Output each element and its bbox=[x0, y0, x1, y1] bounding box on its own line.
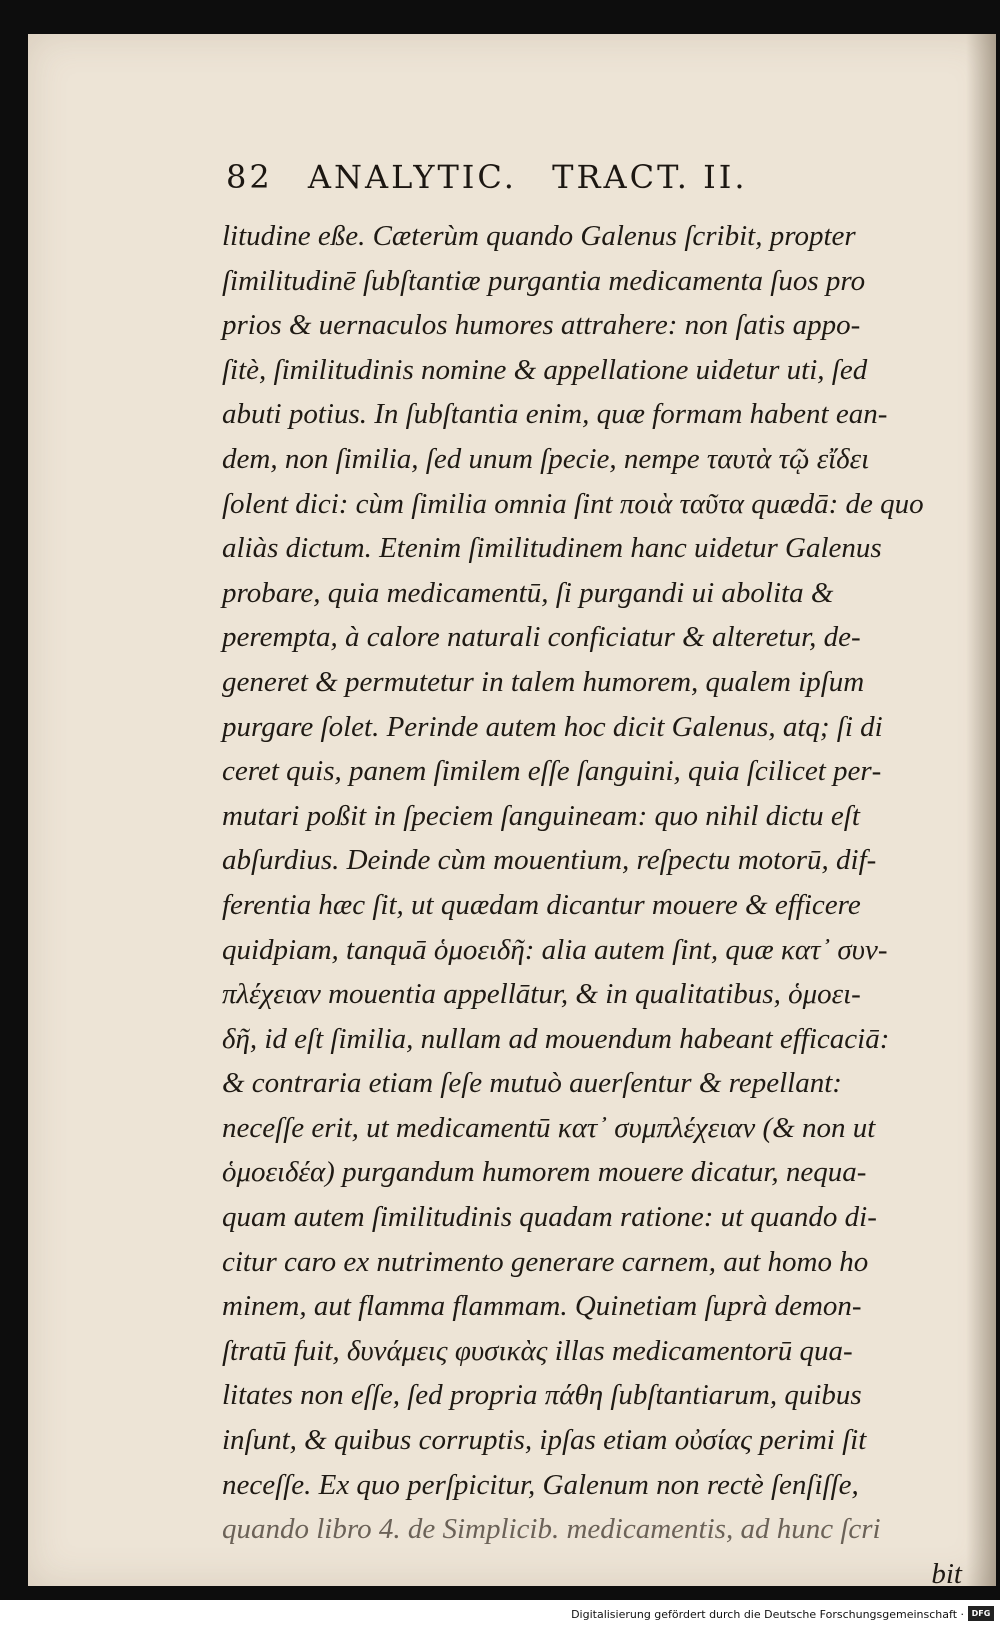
text-line: ſolent dici: cùm ſimilia omnia ſint ποιὰ ταῦτα quædā: de quo bbox=[222, 487, 924, 520]
text-line: perempta, à calore naturali conficiatur & alteretur, de‐ bbox=[222, 621, 861, 654]
text-line: δῆ, id eſt ſimilia, nullam ad mouendum habeant efficaciā: bbox=[222, 1022, 890, 1055]
text-line: ſtratū fuit, δυνάμεις φυσικὰς illas medicamentorū qua‐ bbox=[222, 1334, 853, 1367]
funding-credit: Digitalisierung gefördert durch die Deutsche Forschungsgemeinschaft · bbox=[571, 1608, 964, 1621]
text-line: neceſſe erit, ut medicamentū κατ᾽ συμπλέχειαν (& non ut bbox=[222, 1111, 876, 1144]
page-body bbox=[222, 214, 962, 1596]
text-line: dem, non ſimilia, ſed unum ſpecie, nempe ταυτὰ τῷ εἴδει bbox=[222, 442, 870, 475]
text-line: purgare ſolet. Perinde autem hoc dicit Galenus, atq; ſi di bbox=[222, 710, 883, 743]
text-line: litates non eſſe, ſed propria πάθη ſubſtantiarum, quibus bbox=[222, 1379, 862, 1412]
text-line: ſimilitudinē ſubſtantiæ purgantia medicamenta ſuos pro bbox=[222, 264, 866, 297]
text-line: litudine eße. Cæterùm quando Galenus ſcribit, propter bbox=[222, 220, 856, 252]
text-line: quando libro 4. de Simplicib. medicamentis, ad hunc ſcri bbox=[222, 1513, 881, 1546]
text-line: quidpiam, tanquā ὁμοειδῆ: alia autem ſint, quæ κατ᾽ συν‐ bbox=[222, 933, 888, 966]
section-label: TRACT. II. bbox=[552, 158, 748, 196]
running-header bbox=[226, 158, 946, 208]
running-title: ANALYTIC. bbox=[307, 158, 517, 196]
text-line: ſitè, ſimilitudinis nomine & appellatione uidetur uti, ſed bbox=[222, 353, 868, 386]
text-line: prios & uernaculos humores attrahere: non ſatis appo‐ bbox=[222, 309, 861, 342]
text-line: probare, quia medicamentū, ſi purgandi ui abolita & bbox=[222, 576, 834, 609]
page-edge-shadow bbox=[966, 34, 996, 1586]
catchword: bit bbox=[931, 1557, 962, 1590]
book-page bbox=[28, 34, 996, 1590]
text-line: ceret quis, panem ſimilem eſſe ſanguini, quia ſcilicet per‐ bbox=[222, 755, 882, 788]
text-line: ferentia hæc ſit, ut quædam dicantur mouere & efficere bbox=[222, 888, 861, 921]
digitization-footer bbox=[0, 1600, 1000, 1628]
text-line: quam autem ſimilitudinis quadam ratione: ut quando di‐ bbox=[222, 1201, 877, 1234]
dfg-logo: DFG bbox=[968, 1606, 994, 1621]
text-line: abſurdius. Deinde cùm mouentium, reſpectu motorū, dif‐ bbox=[222, 844, 877, 877]
text-line: neceſſe. Ex quo perſpicitur, Galenum non rectè ſenſiſſe, bbox=[222, 1468, 859, 1501]
text-line: citur caro ex nutrimento generare carnem, aut homo ho bbox=[222, 1245, 869, 1278]
page-number: 82 bbox=[226, 158, 273, 196]
text-line: πλέχειαν mouentia appellātur, & in qualitatibus, ὁμοει‐ bbox=[222, 978, 861, 1011]
text-line: inſunt, & quibus corruptis, ipſas etiam οὐσίας perimi ſit bbox=[222, 1424, 867, 1457]
text-line: ὁμοειδέα) purgandum humorem mouere dicatur, nequa‐ bbox=[222, 1156, 867, 1189]
text-line: & contraria etiam ſeſe mutuò auerſentur & repellant: bbox=[222, 1067, 842, 1100]
text-line: mutari poßit in ſpeciem ſanguineam: quo nihil dictu eſt bbox=[222, 799, 860, 832]
text-line: generet & permutetur in talem humorem, qualem ipſum bbox=[222, 665, 865, 698]
text-line: abuti potius. In ſubſtantia enim, quæ formam habent ean‐ bbox=[222, 398, 888, 431]
text-line: minem, aut flamma flammam. Quinetiam ſuprà demon‐ bbox=[222, 1290, 862, 1323]
text-line: aliàs dictum. Etenim ſimilitudinem hanc uidetur Galenus bbox=[222, 532, 882, 565]
